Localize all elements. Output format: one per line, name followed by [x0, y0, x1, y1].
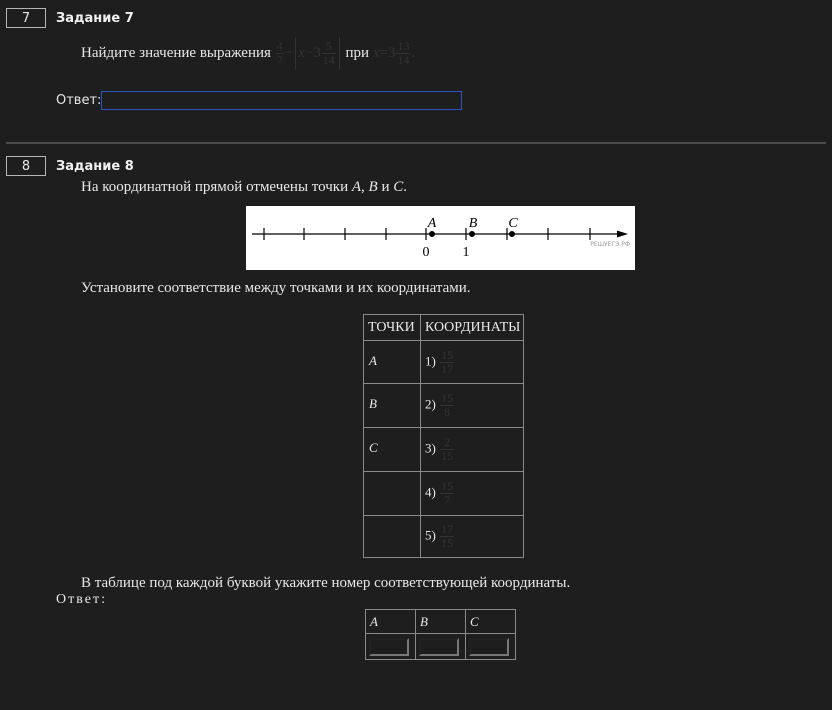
task-8-number: 8 [6, 156, 46, 176]
watermark: РЕШУЕГЭ.РФ [590, 241, 630, 248]
row-point [364, 516, 421, 558]
task-8-intro: На координатной прямой отмечены точки A, B и C. [81, 179, 407, 195]
header-coords: КООРДИНАТЫ [421, 315, 524, 341]
point-c-dot [509, 231, 515, 237]
word-at: при [345, 44, 370, 61]
task-7-title: Задание 7 [56, 11, 134, 26]
row-point: B [364, 384, 421, 428]
point-b-label: B [468, 216, 478, 231]
answer-header-a: A [366, 610, 416, 634]
task-8-instruction: Установите соответствие между точками и их координатами. [81, 280, 471, 296]
row-coord: 1) $\frac{15}{17}$ [421, 341, 524, 384]
answer-input-c[interactable] [469, 638, 509, 656]
cond-eq: = [379, 44, 388, 61]
table-row [364, 341, 524, 384]
number-line-figure [246, 206, 635, 270]
answer-header-c: C [466, 610, 516, 634]
point-a-dot [429, 231, 435, 237]
cond-whole: 3 [387, 44, 396, 61]
answer-cell [466, 634, 516, 660]
row-coord: 3) $\frac{2}{15}$ [421, 428, 524, 472]
row-point: C [364, 428, 421, 472]
task-7-number: 7 [6, 8, 46, 28]
table-row [364, 428, 524, 472]
task-7-answer-label: Ответ: [56, 93, 102, 108]
task-8-final-instruction: В таблице под каждой буквой укажите номер соответствующей координаты. [81, 575, 571, 591]
point-c-label: C [508, 216, 518, 231]
table-header-row [364, 315, 524, 341]
cond-var: x [372, 44, 380, 61]
answer-cell [416, 634, 466, 660]
row-point [364, 472, 421, 516]
row-coord: 5) $\frac{17}{15}$ [421, 516, 524, 558]
answer-input-row [366, 634, 516, 660]
axis-arrow-icon [617, 231, 628, 238]
answer-table [365, 609, 516, 660]
table-row [364, 516, 524, 558]
task-8-title: Задание 8 [56, 159, 134, 174]
answer-cell [366, 634, 416, 660]
row-coord: 2) $\frac{15}{8}$ [421, 384, 524, 428]
task-divider [6, 142, 826, 144]
header-points: ТОЧКИ [364, 315, 421, 341]
task-7-prompt: Найдите значение выражения [81, 44, 271, 61]
point-b-dot [469, 231, 475, 237]
table-row [364, 384, 524, 428]
row-coord: 4) $\frac{15}{7}$ [421, 472, 524, 516]
answer-header-row [366, 610, 516, 634]
period: . [411, 44, 416, 61]
minus-sign: − [284, 44, 294, 61]
fraction-5-14: $\frac{5}{14}$ [322, 38, 335, 67]
point-a-label: A [427, 216, 437, 231]
fraction-13-14: $\frac{13}{14}$ [397, 38, 410, 67]
answer-header-b: B [416, 610, 466, 634]
task-8-answer-label: Ответ: [56, 592, 107, 607]
fraction-4-7: $\frac{4}{7}$ [276, 38, 283, 67]
absolute-value: x − 3 $\frac{5}{14}$ [295, 37, 340, 69]
table-row [364, 472, 524, 516]
tick-label-0: 0 [422, 245, 430, 260]
task-7-expression [81, 36, 415, 70]
row-point: A [364, 341, 421, 384]
tick-label-1: 1 [462, 245, 470, 260]
answer-input-b[interactable] [419, 638, 459, 656]
number-line-svg [246, 206, 635, 270]
task-7-answer-input[interactable] [101, 91, 462, 110]
answer-input-a[interactable] [369, 638, 409, 656]
matching-table [363, 314, 524, 558]
